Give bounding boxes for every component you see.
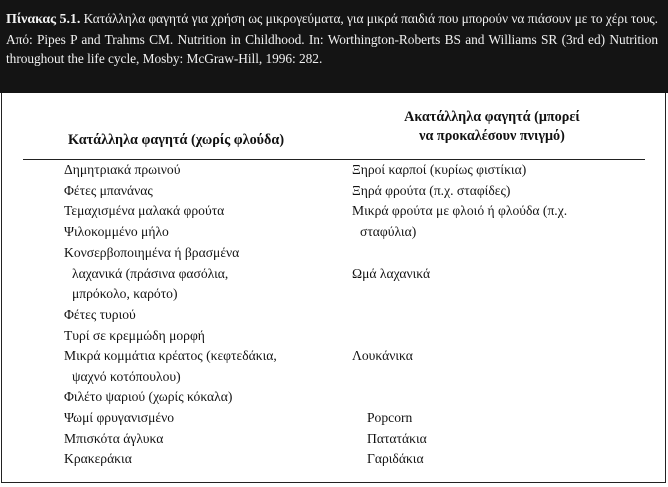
header-unsuitable-foods: [342, 108, 642, 146]
suitable-food-item-line: Μικρά κομμάτια κρέατος (κεφτεδάκια,: [64, 348, 277, 363]
suitable-food-item-line: λαχανικά (πράσινα φασόλια,: [72, 265, 229, 281]
suitable-food-item: [64, 326, 205, 347]
header-suitable-foods: Κατάλληλα φαγητά (χωρίς φλούδα): [67, 132, 285, 148]
suitable-food-item-line: μπρόκολο, καρότο): [72, 286, 178, 302]
unsuitable-food-item: [352, 346, 413, 367]
caption-text: Κατάλληλα φαγητά για χρήση ως μικρογεύματα, για μικρά παιδιά που μπορούν να πιάσουν με το χέρι τους. Από: Pipes P and Trahms CM. Nutrition in Childhood. In: Worthington-Roberts BS and Williams SR (3rd ed) Nutrition throughout the life cycle, Mosby: McGraw-Hill, 1996: 282.: [6, 11, 658, 66]
table-caption: [0, 0, 668, 93]
suitable-food-item-line: Ψιλοκομμένο μήλο: [64, 224, 169, 239]
suitable-food-item-line: Τεμαχισμένα μαλακά φρούτα: [64, 203, 225, 218]
foods-table: [1, 93, 666, 483]
unsuitable-food-item-line: σταφύλια): [360, 223, 417, 239]
suitable-food-item: [64, 222, 169, 243]
suitable-food-item: [64, 305, 136, 326]
header-unsuitable-line-2: να προκαλέσουν πνιγμό): [419, 128, 565, 144]
unsuitable-food-item-line: Μικρά φρούτα με φλοιό ή φλούδα (π.χ.: [352, 203, 568, 218]
suitable-food-item-line: Φιλέτο ψαριού (χωρίς κόκαλα): [64, 389, 233, 404]
suitable-food-item-line: Ψωμί φρυγανισμένο: [64, 410, 175, 425]
suitable-food-item: [64, 201, 224, 222]
suitable-food-item: [64, 408, 174, 429]
unsuitable-food-item-line: Ωμά λαχανικά: [352, 266, 431, 281]
unsuitable-food-item: [352, 264, 430, 285]
unsuitable-food-item-line: Ξηροί καρποί (κυρίως φιστίκια): [352, 162, 527, 177]
unsuitable-food-item-line: Πατατάκια: [367, 431, 427, 446]
caption-label: Πίνακας 5.1.: [6, 12, 81, 27]
suitable-food-item: [64, 449, 132, 470]
suitable-food-item-line: Τυρί σε κρεμμώδη μορφή: [64, 328, 205, 343]
unsuitable-food-item-line: Ξηρά φρούτα (π.χ. σταφίδες): [352, 183, 511, 198]
header-unsuitable-line-1: Ακατάλληλα φαγητά (μπορεί: [404, 109, 580, 125]
unsuitable-food-item-line: Popcorn: [367, 410, 413, 425]
suitable-food-item-line: Κονσερβοποιημένα ή βρασμένα: [64, 245, 240, 260]
suitable-food-item-line: Φέτες μπανάνας: [64, 183, 153, 198]
suitable-food-item-line: Κρακεράκια: [64, 451, 132, 466]
unsuitable-food-item: [352, 181, 510, 202]
suitable-food-item: [64, 243, 239, 305]
suitable-food-item-line: ψαχνό κοτόπουλου): [72, 368, 181, 384]
unsuitable-food-item: [367, 408, 412, 429]
suitable-food-item-line: Δημητριακά πρωινού: [64, 162, 181, 177]
unsuitable-food-item-line: Γαριδάκια: [367, 451, 424, 466]
suitable-food-item: [64, 346, 277, 387]
unsuitable-food-item: [367, 429, 427, 450]
suitable-food-item: [64, 181, 153, 202]
suitable-food-item: [64, 429, 163, 450]
unsuitable-food-item: [352, 201, 567, 242]
unsuitable-food-item: [367, 449, 424, 470]
unsuitable-food-item-line: Λουκάνικα: [352, 348, 413, 363]
suitable-food-item-line: Μπισκότα άγλυκα: [64, 431, 164, 446]
suitable-food-item: [64, 387, 232, 408]
suitable-food-item-line: Φέτες τυριού: [64, 307, 136, 322]
unsuitable-food-item: [352, 160, 526, 181]
suitable-food-item: [64, 160, 180, 181]
